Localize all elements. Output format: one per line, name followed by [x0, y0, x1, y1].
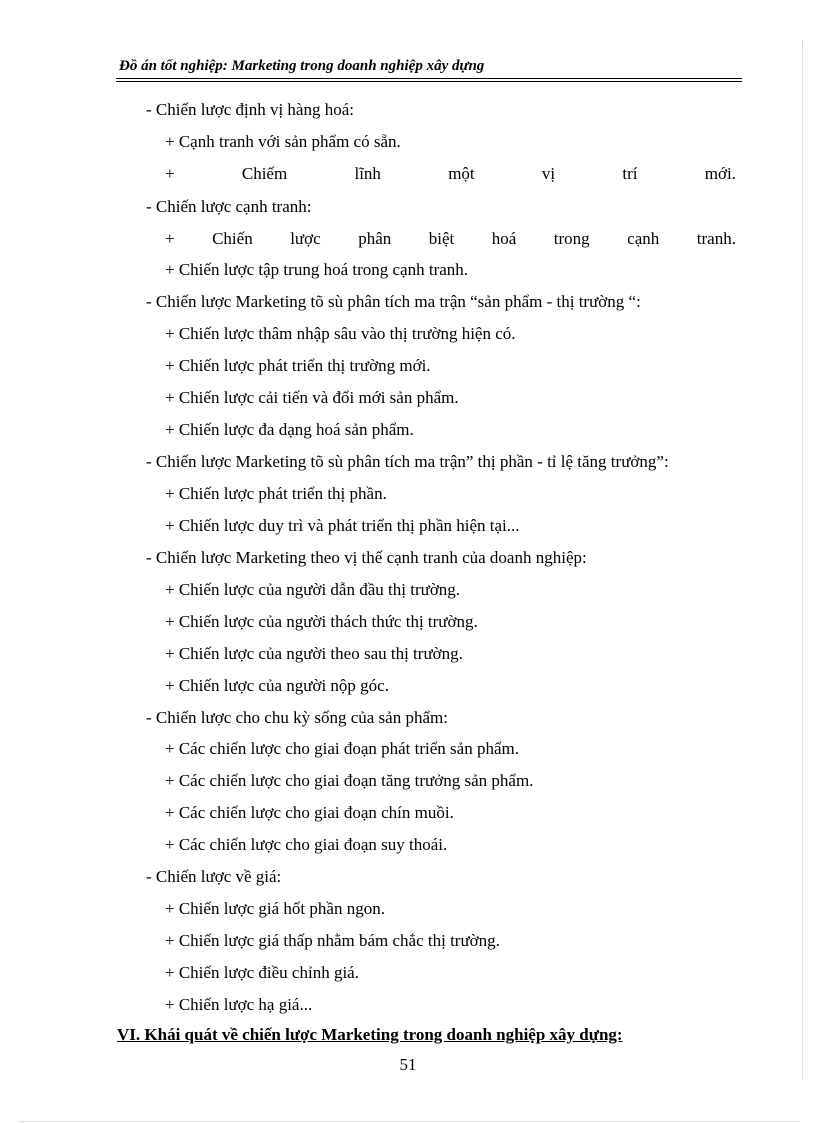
word: +: [165, 164, 175, 183]
list-item: + Các chiến lược cho giai đoạn chín muồi.: [165, 803, 454, 822]
word: vị: [541, 164, 556, 183]
list-item: + Chiến lược phát triển thị phần.: [165, 484, 387, 503]
word: trong: [553, 229, 590, 248]
list-item-justified: [165, 164, 736, 184]
list-item: + Các chiến lược cho giai đoạn phát triển sản phẩm.: [165, 739, 519, 758]
word: Chiếm: [241, 164, 288, 183]
page-border-bottom: [20, 1121, 800, 1122]
word: một: [448, 164, 475, 183]
word: phân: [358, 229, 392, 248]
list-item: + Chiến lược của người nộp góc.: [165, 676, 389, 695]
list-item: + Các chiến lược cho giai đoạn suy thoái.: [165, 835, 448, 854]
word: lược: [290, 229, 321, 248]
list-item: + Chiến lược tập trung hoá trong cạnh tranh.: [165, 260, 469, 279]
list-item: + Chiến lược duy trì và phát triển thị phần hiện tại...: [165, 516, 520, 535]
list-item: + Chiến lược hạ giá...: [165, 995, 313, 1014]
list-item: + Chiến lược của người thách thức thị trường.: [165, 612, 478, 631]
list-item-justified: [165, 229, 736, 249]
word: cạnh: [627, 229, 660, 248]
list-item: + Các chiến lược cho giai đoạn tăng trưởng sản phẩm.: [165, 771, 534, 790]
running-header-title: Đồ án tốt nghiệp: Marketing trong doanh nghiệp xây dựng: [119, 58, 485, 74]
page-border-right: [802, 40, 803, 1080]
list-item: - Chiến lược Marketing tõ sù phân tích ma trận “sản phẩm - thị trường “:: [146, 292, 641, 311]
list-item: - Chiến lược Marketing tõ sù phân tích ma trận” thị phần - tỉ lệ tăng trưởng”:: [146, 452, 669, 471]
word: lĩnh: [354, 164, 381, 183]
word: tranh.: [696, 229, 736, 248]
word: trí: [622, 164, 638, 183]
header-rule-double: [116, 81, 742, 82]
list-item: + Chiến lược đa dạng hoá sản phẩm.: [165, 420, 414, 439]
list-item: + Chiến lược phát triển thị trường mới.: [165, 356, 431, 375]
word: mới.: [704, 164, 736, 183]
word: biệt: [428, 229, 455, 248]
list-item: + Chiến lược của người dẫn đầu thị trường.: [165, 580, 461, 599]
list-item: + Chiến lược thâm nhập sâu vào thị trường hiện có.: [165, 324, 516, 343]
list-item: - Chiến lược định vị hàng hoá:: [146, 100, 355, 119]
list-item: + Chiến lược giá thấp nhằm bám chắc thị trường.: [165, 931, 500, 950]
word: hoá: [491, 229, 517, 248]
list-item: + Chiến lược của người theo sau thị trường.: [165, 644, 463, 663]
list-item: + Chiến lược giá hốt phần ngon.: [165, 899, 385, 918]
list-item: - Chiến lược cho chu kỳ sống của sản phẩm:: [146, 708, 448, 727]
page-number: 51: [399, 1055, 417, 1074]
list-item: + Chiến lược điều chỉnh giá.: [165, 963, 359, 982]
header-rule: [116, 78, 742, 79]
word: +: [165, 229, 175, 248]
list-item: + Chiến lược cải tiến và đổi mới sản phẩm.: [165, 388, 459, 407]
list-item: + Cạnh tranh với sản phẩm có sẵn.: [165, 132, 401, 151]
section-heading: VI. Khái quát về chiến lược Marketing trong doanh nghiệp xây dựng:: [117, 1025, 623, 1044]
list-item: - Chiến lược Marketing theo vị thế cạnh tranh của doanh nghiệp:: [146, 548, 587, 567]
list-item: - Chiến lược cạnh tranh:: [146, 197, 312, 216]
list-item: - Chiến lược về giá:: [146, 867, 282, 886]
word: Chiến: [212, 229, 253, 248]
